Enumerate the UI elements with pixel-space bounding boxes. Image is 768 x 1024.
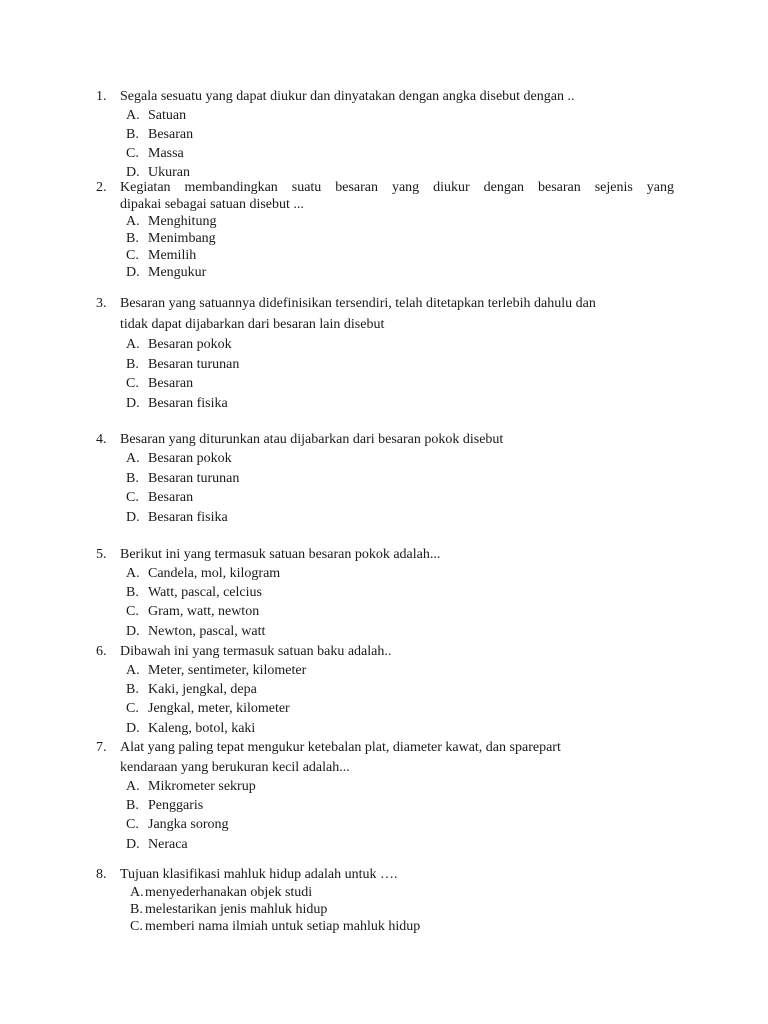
option-d [96, 719, 676, 738]
option-a [96, 661, 676, 680]
option-letter: B. [126, 585, 139, 601]
option-c [96, 815, 676, 834]
option-text: Besaran pokok [148, 451, 232, 466]
question-8 [96, 866, 676, 935]
option-text: Jengkal, meter, kilometer [148, 701, 290, 717]
question-number: 7. [96, 740, 107, 755]
option-d [96, 622, 676, 641]
question-number: 2. [96, 180, 107, 195]
option-text: Jangka sorong [148, 817, 229, 833]
question-number: 1. [96, 89, 107, 104]
option-text: Mengukur [148, 265, 207, 280]
option-letter: B. [126, 127, 139, 142]
question-number: 8. [96, 867, 107, 882]
option-letter: D. [126, 623, 140, 639]
option-letter: C. [126, 490, 139, 505]
option-text: Satuan [148, 108, 187, 123]
option-c [96, 699, 676, 718]
question-text-line-1: Alat yang paling tepat mengukur ketebalan plat, diameter kawat, dan sparepart [120, 740, 561, 755]
option-d [96, 508, 676, 528]
option-letter: A. [126, 214, 140, 229]
option-letter: C. [126, 376, 139, 391]
option-a [96, 213, 676, 230]
option-letter: A. [126, 779, 140, 794]
option-text: Memilih [148, 248, 197, 263]
option-letter: A. [126, 337, 140, 352]
option-letter: D. [126, 165, 140, 180]
option-a [96, 335, 676, 355]
option-letter: C. [126, 701, 139, 717]
option-letter: D. [126, 720, 140, 736]
option-letter: C. [126, 146, 139, 161]
option-text: Mikrometer sekrup [148, 779, 256, 794]
question-7 [96, 739, 676, 854]
option-letter: A. [126, 108, 140, 123]
option-text: Besaran pokok [148, 337, 232, 352]
option-text: Neraca [148, 836, 188, 852]
option-b [96, 230, 676, 247]
option-text: Menimbang [148, 231, 216, 246]
option-letter: B. [126, 798, 139, 814]
question-text-line-2: dipakai sebagai satuan disebut ... [120, 197, 304, 212]
option-b [96, 469, 676, 489]
option-text: Ukuran [148, 165, 190, 180]
option-a [96, 884, 676, 901]
option-text: Penggaris [148, 798, 204, 814]
question-text-line-1: Kegiatan membandingkan suatu besaran yang diukur dengan besaran sejenis yang [120, 180, 674, 195]
option-letter: A. [126, 566, 140, 581]
option-b [96, 901, 676, 918]
option-c [96, 602, 676, 621]
question-text: Berikut ini yang termasuk satuan besaran pokok adalah... [120, 547, 441, 562]
option-text: Besaran turunan [148, 470, 240, 486]
option-c [96, 144, 676, 163]
option-letter: D. [126, 265, 140, 280]
option-text: menyederhanakan objek studi [145, 885, 313, 900]
option-letter: C. [126, 817, 139, 833]
question-1 [96, 88, 676, 182]
question-text: Segala sesuatu yang dapat diukur dan dinyatakan dengan angka disebut dengan .. [120, 89, 575, 104]
question-text-line-1: Besaran yang satuannya didefinisikan tersendiri, telah ditetapkan terlebih dahulu dan [120, 296, 596, 311]
option-text: Kaki, jengkal, depa [148, 682, 257, 698]
option-d [96, 835, 676, 854]
option-text: Candela, mol, kilogram [148, 566, 281, 581]
option-c [96, 374, 676, 394]
question-6 [96, 643, 676, 738]
option-letter: A. [130, 885, 144, 900]
question-number: 6. [96, 644, 107, 659]
question-4 [96, 431, 676, 527]
option-a [96, 449, 676, 469]
option-c [96, 488, 676, 508]
option-text: Besaran fisika [148, 395, 228, 411]
option-d [96, 264, 676, 281]
option-letter: B. [130, 902, 143, 917]
option-a [96, 106, 676, 125]
option-b [96, 796, 676, 815]
option-letter: A. [126, 663, 140, 678]
option-text: Gram, watt, newton [148, 604, 260, 620]
question-3 [96, 295, 676, 413]
option-letter: B. [126, 231, 139, 246]
option-text: Massa [148, 146, 184, 161]
option-text: Besaran [148, 376, 194, 391]
option-letter: B. [126, 356, 139, 372]
question-text: Besaran yang diturunkan atau dijabarkan dari besaran pokok disebut [120, 432, 504, 447]
option-letter: B. [126, 682, 139, 698]
option-letter: C. [126, 248, 139, 263]
option-b [96, 680, 676, 699]
question-number: 3. [96, 296, 107, 311]
option-text: Newton, pascal, watt [148, 623, 266, 639]
option-text: Menghitung [148, 214, 217, 229]
option-text: Kaleng, botol, kaki [148, 720, 256, 736]
option-b [96, 125, 676, 144]
option-text: Besaran turunan [148, 356, 240, 372]
option-text: Meter, sentimeter, kilometer [148, 663, 307, 678]
option-a [96, 564, 676, 583]
question-2 [96, 179, 676, 281]
option-d [96, 394, 676, 414]
option-text: Watt, pascal, celcius [148, 585, 262, 601]
option-letter: B. [126, 470, 139, 486]
question-text: Tujuan klasifikasi mahluk hidup adalah untuk …. [120, 867, 398, 882]
option-c [96, 247, 676, 264]
question-text-line-2: kendaraan yang berukuran kecil adalah... [120, 760, 350, 775]
option-c [96, 918, 676, 935]
option-b [96, 583, 676, 602]
option-text: Besaran [148, 490, 194, 505]
option-letter: C. [126, 604, 139, 620]
option-text: Besaran fisika [148, 509, 228, 525]
option-letter: D. [126, 509, 140, 525]
option-text: Besaran [148, 127, 194, 142]
option-a [96, 777, 676, 796]
question-text: Dibawah ini yang termasuk satuan baku adalah.. [120, 644, 392, 659]
question-text-line-2: tidak dapat dijabarkan dari besaran lain disebut [120, 317, 385, 332]
question-number: 4. [96, 432, 107, 447]
question-5 [96, 546, 676, 641]
question-number: 5. [96, 547, 107, 562]
option-letter: C. [130, 919, 143, 934]
option-text: melestarikan jenis mahluk hidup [145, 902, 328, 917]
option-b [96, 355, 676, 375]
option-letter: A. [126, 451, 140, 466]
option-text: memberi nama ilmiah untuk setiap mahluk hidup [145, 919, 421, 934]
option-letter: D. [126, 395, 140, 411]
option-letter: D. [126, 836, 140, 852]
